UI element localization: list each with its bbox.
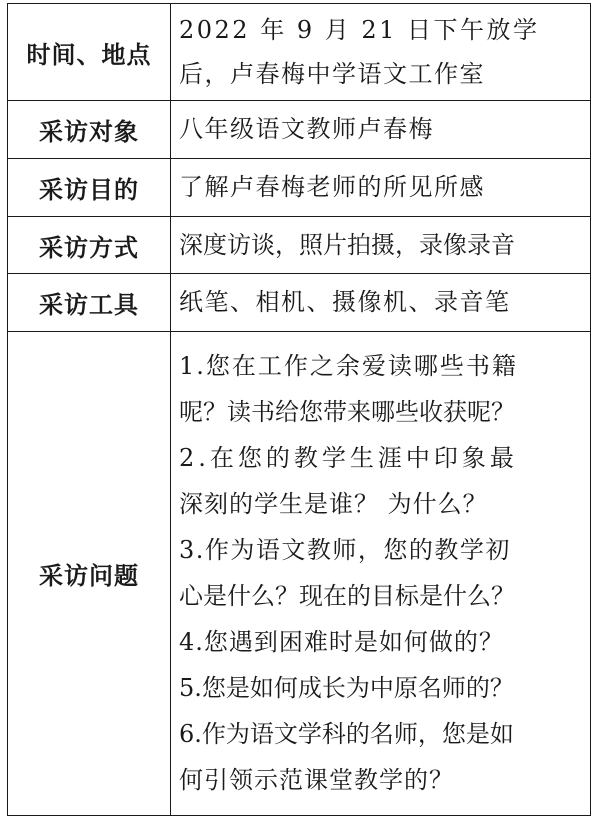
table-row	[8, 332, 591, 816]
table-row	[8, 101, 591, 159]
question-line: 心是什么？现在的目标是什么？	[179, 581, 515, 610]
row-label: 采访目的	[8, 159, 171, 217]
value-line: 八年级语文教师卢春梅	[179, 115, 434, 143]
row-label: 时间、地点	[8, 4, 171, 101]
table-row	[8, 4, 591, 101]
question-line: 4.您遇到困难时是如何做的？	[179, 627, 504, 656]
question-line: 3.作为语文教师，您的教学初	[179, 535, 511, 564]
table-row	[8, 217, 591, 274]
row-value	[171, 101, 591, 159]
question-line: 1.您在工作之余爱读哪些书籍	[179, 351, 518, 380]
value-line: 深度访谈，照片拍摄，录像录音	[179, 230, 515, 259]
value-line: 了解卢春梅老师的所见所感	[179, 173, 485, 201]
question-line: 深刻的学生是谁？ 为什么？	[179, 489, 488, 518]
row-value	[171, 332, 591, 816]
value-line: 后，卢春梅中学语文工作室	[179, 60, 485, 88]
table-row	[8, 159, 591, 217]
row-label: 采访对象	[8, 101, 171, 159]
table-row	[8, 274, 591, 332]
question-line: 6.作为语文学科的名师，您是如	[179, 719, 514, 748]
row-label: 采访工具	[8, 274, 171, 332]
row-value	[171, 274, 591, 332]
question-line: 何引领示范课堂教学的？	[179, 765, 454, 794]
question-line: 5.您是如何成长为中原名师的？	[179, 673, 514, 702]
value-line: 2022 年 9 月 21 日下午放学	[179, 16, 540, 44]
value-line: 纸笔、相机、摄像机、录音笔	[179, 288, 511, 316]
row-label: 采访方式	[8, 217, 171, 274]
question-line: 呢？读书给您带来哪些收获呢？	[179, 397, 515, 426]
question-line: 2.在您的教学生涯中印象最	[179, 443, 518, 472]
interview-table	[7, 3, 591, 816]
row-value	[171, 159, 591, 217]
row-label: 采访问题	[8, 332, 171, 816]
row-value	[171, 217, 591, 274]
row-value	[171, 4, 591, 101]
